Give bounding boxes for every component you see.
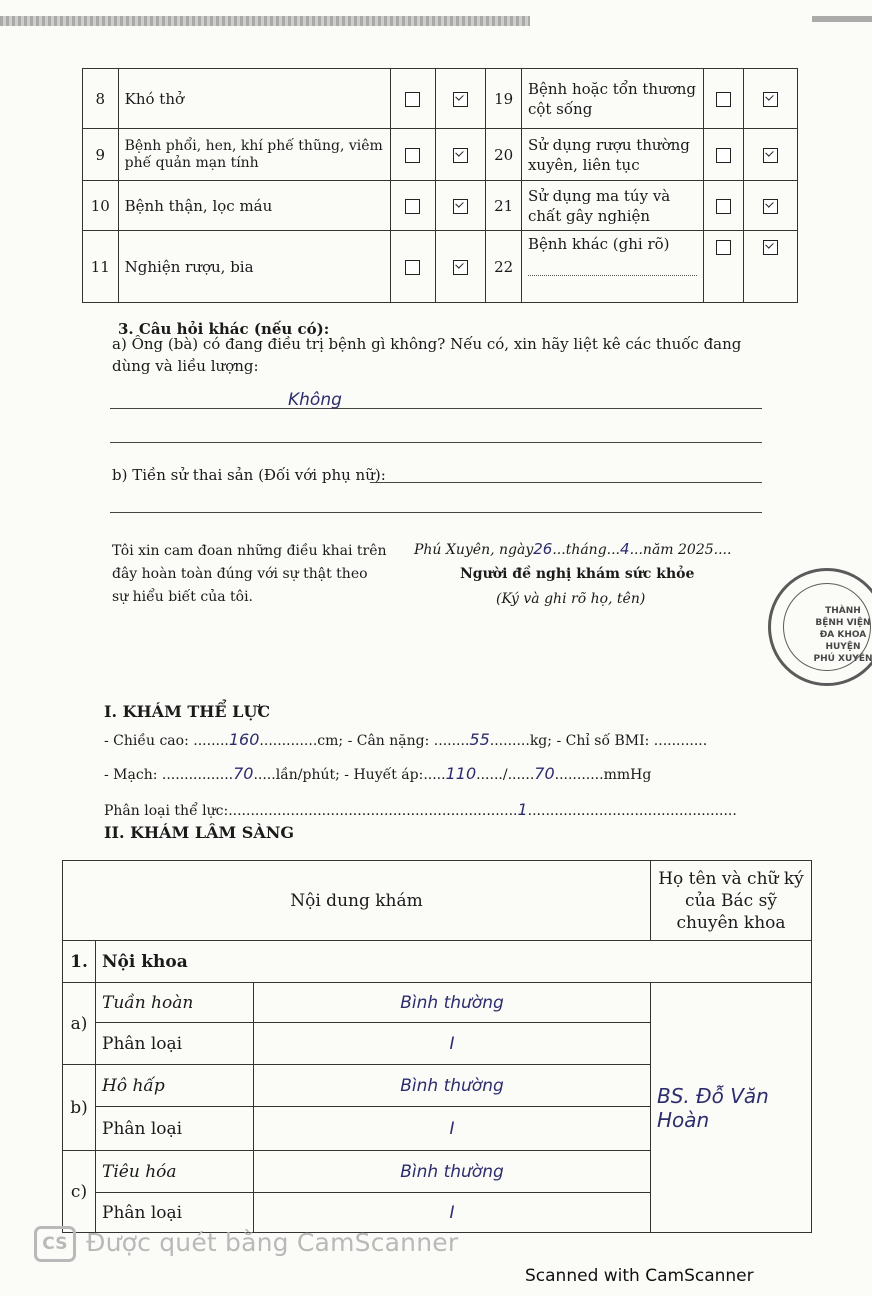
checkbox-no-checked[interactable] [763,148,778,163]
sign-note: (Ký và ghi rõ họ, tên) [496,591,646,607]
scan-edge-band [0,16,530,26]
checkbox-yes[interactable] [716,148,731,163]
table-row: b) Hô hấp Bình thường [63,1065,812,1107]
table-row: a) Tuần hoàn Bình thường BS. Đỗ Văn Hoàn [63,983,812,1023]
answer-a: Không [288,390,342,410]
fitness-class-line: Phân loại thể lực:.................................................................1............................................... [104,800,737,819]
answer-a-line[interactable] [110,408,762,409]
checkbox-yes[interactable] [716,92,731,107]
answer-b-line-2[interactable] [110,512,762,513]
checkbox-yes[interactable] [716,199,731,214]
checkbox-yes[interactable] [405,260,420,275]
hospital-stamp: THÀNH BỆNH VIỆN ĐA KHOA HUYỆN PHÚ XUYÊN [768,568,872,686]
section-row: 1. Nội khoa [63,941,812,983]
answer-b-line[interactable] [370,482,762,483]
checkbox-no-checked[interactable] [453,199,468,214]
height-weight-line: - Chiều cao: ........160.............cm; - Cân nặng: ........55.........kg; - Chỉ số BMI: ............ [104,730,708,749]
question-a: a) Ông (bà) có đang điều trị bệnh gì không? Nếu có, xin hãy liệt kê các thuốc đang dùng và liều lượng: [112,335,742,375]
table-row: Phân loại I [63,1107,812,1151]
other-disease-field[interactable] [528,275,697,276]
physical-heading: I. KHÁM THỂ LỰC [104,702,271,721]
doctor-signature-cell [651,983,812,1233]
camscanner-watermark: CS Được quét bằng CamScanner [34,1226,458,1262]
table-row: c) Tiêu hóa Bình thường [63,1151,812,1193]
declaration-text: Tôi xin cam đoan những điều khai trên đây hoàn toàn đúng với sự thật theo sự hiểu biết của tôi. [112,543,387,605]
checkbox-no-checked[interactable] [763,199,778,214]
history-table [82,68,798,303]
checkbox-no-checked[interactable] [763,240,778,255]
checkbox-yes[interactable] [405,92,420,107]
questions-heading: 3. Câu hỏi khác (nếu có): [118,320,330,338]
checkbox-no-checked[interactable] [453,260,468,275]
table-row: Phân loại I [63,1193,812,1233]
checkbox-no-checked[interactable] [763,92,778,107]
table-header-row: Nội dung khám Họ tên và chữ ký của Bác sỹ chuyên khoa [63,861,812,941]
table-row: 8 Khó thở 19 Bệnh hoặc tổn thương cột sống [83,69,798,129]
checkbox-yes[interactable] [716,240,731,255]
table-row: Phân loại I [63,1023,812,1065]
date-line: Phú Xuyên, ngày26...tháng...4...năm 2025.... [414,540,732,558]
checkbox-no-checked[interactable] [453,92,468,107]
question-b: b) Tiền sử thai sản (Đối với phụ nữ): [112,466,386,484]
checkbox-yes[interactable] [405,199,420,214]
camscanner-logo-icon: CS [34,1226,76,1262]
table-row: 11 Nghiện rượu, bia 22 Bệnh khác (ghi rõ) [83,231,798,303]
pulse-bp-line: - Mạch: ................70.....lần/phút; - Huyết áp:.....110....../......70...........mmHg [104,764,652,783]
clinical-table [62,860,812,1233]
signer-title: Người đề nghị khám sức khỏe [460,566,695,582]
clinical-heading: II. KHÁM LÂM SÀNG [104,823,295,842]
answer-a-line-2[interactable] [110,442,762,443]
checkbox-no-checked[interactable] [453,148,468,163]
table-row: 10 Bệnh thận, lọc máu 21 Sử dụng ma túy và chất gây nghiện [83,181,798,231]
table-row: 9 Bệnh phổi, hen, khí phế thũng, viêm phế quản mạn tính 20 Sử dụng rượu thường xuyên, liên tục [83,129,798,181]
scan-edge-band-right [812,16,872,22]
scanner-footer: Scanned with CamScanner [525,1266,754,1286]
doctor-signature: BS. Đỗ Văn Hoàn [657,1083,769,1132]
checkbox-yes[interactable] [405,148,420,163]
